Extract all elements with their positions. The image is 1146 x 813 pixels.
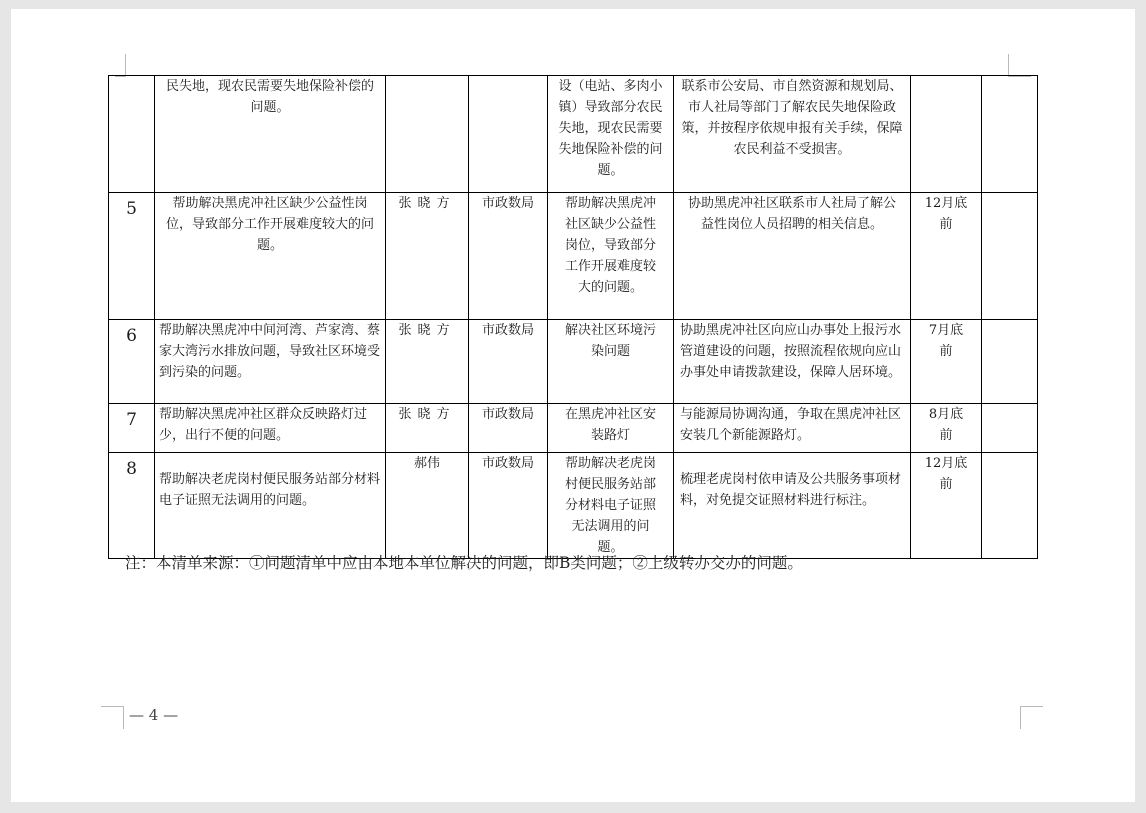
measure-cell: 与能源局协调沟通，争取在黑虎冲社区安装几个新能源路灯。: [674, 404, 911, 453]
remark-cell: [982, 76, 1038, 193]
task-cell: 设（电站、多肉小镇）导致部分农民失地，现农民需要失地保险补偿的问题。: [548, 76, 674, 193]
remark-cell: [982, 193, 1038, 320]
unit-cell: 市政数局: [469, 404, 548, 453]
task-cell: 帮助解决老虎岗村便民服务站部分材料电子证照无法调用的问题。: [548, 453, 674, 559]
task-cell: 帮助解决黑虎冲社区缺少公益性岗位，导致部分工作开展难度较大的问题。: [548, 193, 674, 320]
unit-cell: [469, 76, 548, 193]
measure-cell: 梳理老虎岗村依申请及公共服务事项材料，对免提交证照材料进行标注。: [674, 453, 911, 559]
document-page: [11, 9, 1135, 802]
remark-cell: [982, 320, 1038, 404]
deadline-cell: 12月底前: [911, 453, 982, 559]
unit-cell: 市政数局: [469, 320, 548, 404]
issue-cell: 帮助解决黑虎冲社区群众反映路灯过少，出行不便的问题。: [155, 404, 386, 453]
row-number: 5: [109, 193, 155, 320]
measure-cell: 协助黑虎冲社区联系市人社局了解公益性岗位人员招聘的相关信息。: [674, 193, 911, 320]
issue-cell: 帮助解决黑虎冲社区缺少公益性岗位，导致部分工作开展难度较大的问题。: [155, 193, 386, 320]
issue-cell: 帮助解决黑虎冲中间河湾、芦家湾、蔡家大湾污水排放问题，导致社区环境受到污染的问题。: [155, 320, 386, 404]
issue-cell: 帮助解决老虎岗村便民服务站部分材料电子证照无法调用的问题。: [155, 453, 386, 559]
task-cell: 解决社区环境污染问题: [548, 320, 674, 404]
issue-cell: 民失地，现农民需要失地保险补偿的问题。: [155, 76, 386, 193]
row-number: [109, 76, 155, 193]
deadline-cell: 12月底前: [911, 193, 982, 320]
row-number: 7: [109, 404, 155, 453]
remark-cell: [982, 453, 1038, 559]
row-number: 8: [109, 453, 155, 559]
table-row: [109, 76, 1038, 193]
person-cell: 张晓方: [386, 404, 469, 453]
crop-mark-bottom-left: [101, 706, 124, 729]
task-list-table: [108, 75, 1038, 559]
page-number: — 4 —: [129, 706, 179, 724]
unit-cell: 市政数局: [469, 193, 548, 320]
table-row: [109, 193, 1038, 320]
measure-cell: 协助黑虎冲社区向应山办事处上报污水管道建设的问题，按照流程依规向应山办事处申请拨款建设，保障人居环境。: [674, 320, 911, 404]
person-cell: 郝伟: [386, 453, 469, 559]
person-cell: 张晓方: [386, 193, 469, 320]
table-row: [109, 320, 1038, 404]
person-cell: 张晓方: [386, 320, 469, 404]
deadline-cell: 8月底前: [911, 404, 982, 453]
measure-cell: 联系市公安局、市自然资源和规划局、市人社局等部门了解农民失地保险政策，并按程序依规申报有关手续，保障农民利益不受损害。: [674, 76, 911, 193]
remark-cell: [982, 404, 1038, 453]
table-footnote: 注：本清单来源：①问题清单中应由本地本单位解决的问题，即B类问题；②上级转办交办的问题。: [125, 554, 803, 572]
table-row: [109, 404, 1038, 453]
row-number: 6: [109, 320, 155, 404]
crop-mark-bottom-right: [1020, 706, 1043, 729]
deadline-cell: [911, 76, 982, 193]
person-cell: [386, 76, 469, 193]
unit-cell: 市政数局: [469, 453, 548, 559]
task-cell: 在黑虎冲社区安装路灯: [548, 404, 674, 453]
table-row: [109, 453, 1038, 559]
crop-mark-top-right: [1008, 54, 1031, 77]
deadline-cell: 7月底前: [911, 320, 982, 404]
crop-mark-top-left: [115, 54, 126, 77]
